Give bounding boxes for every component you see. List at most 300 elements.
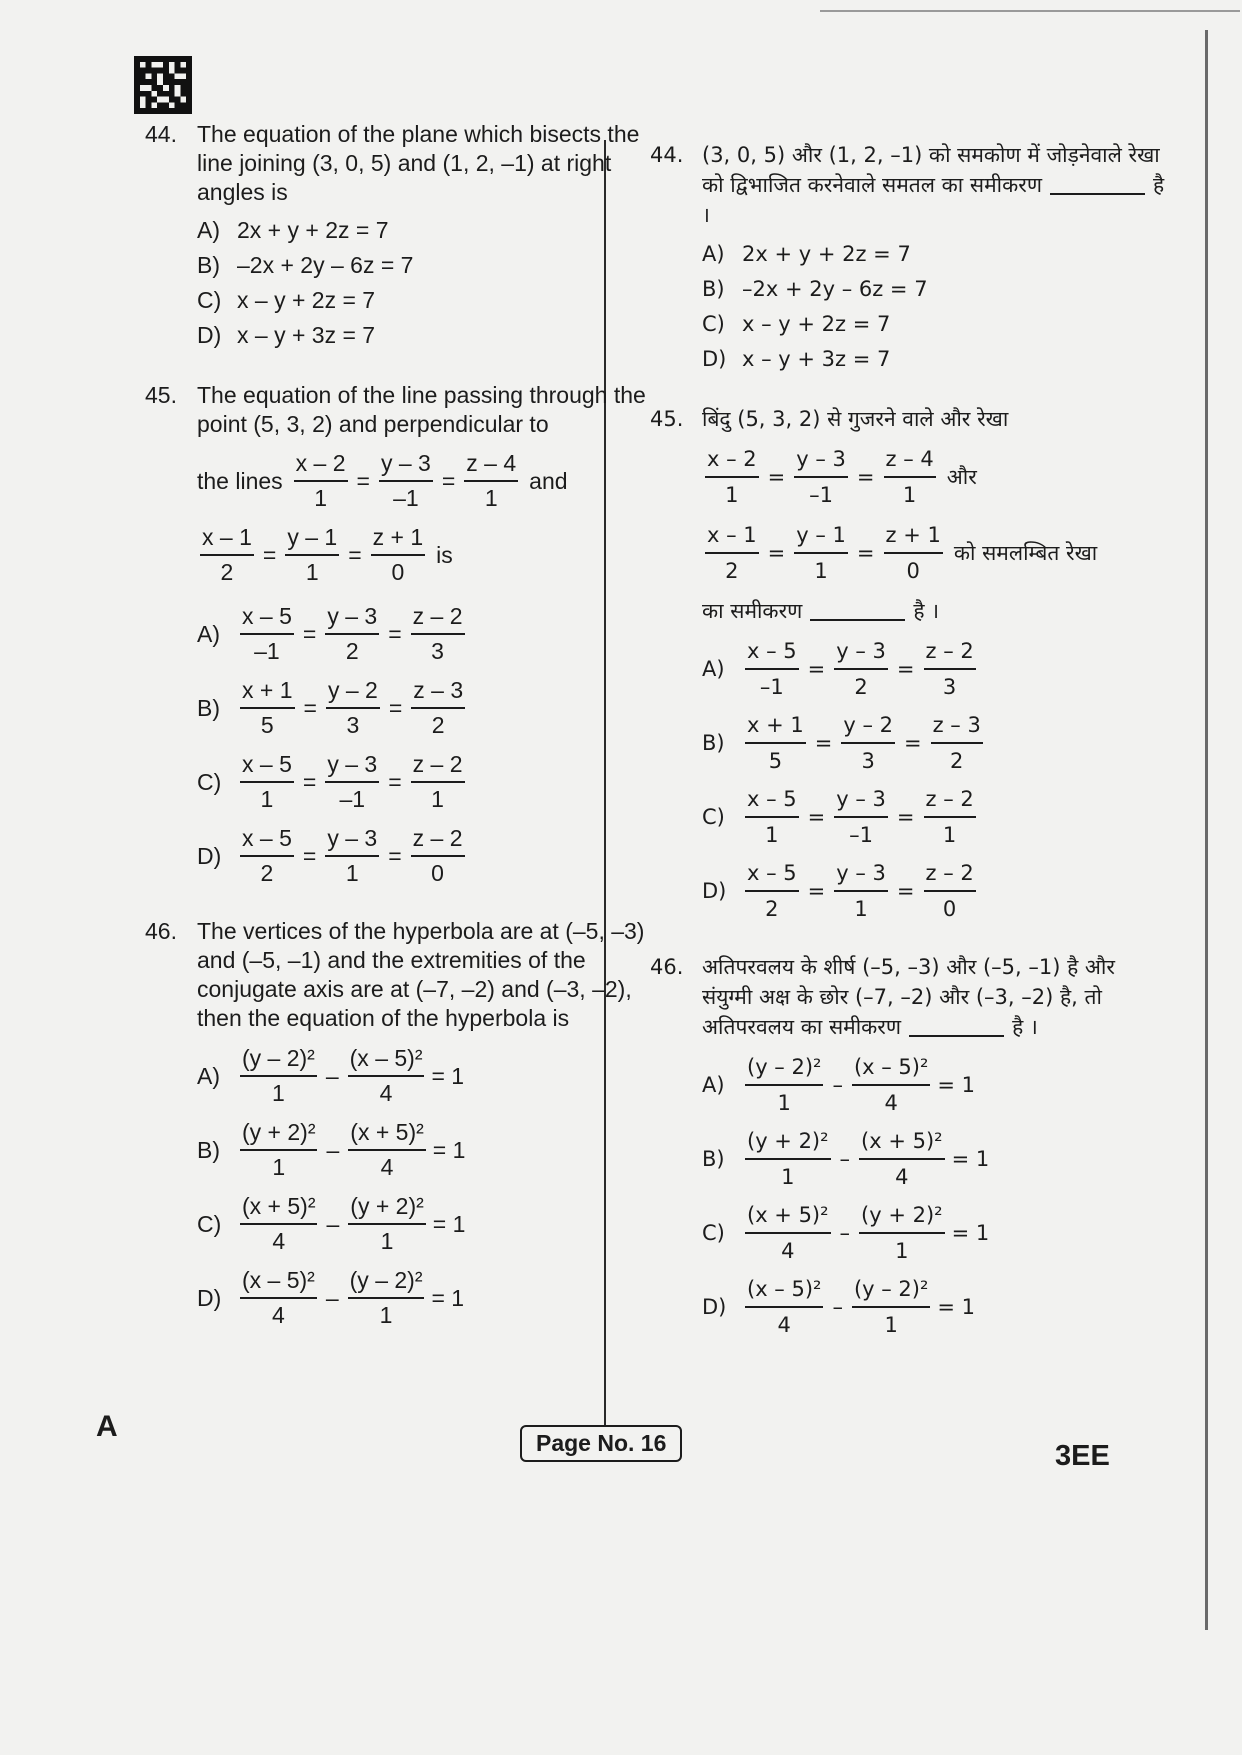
numerator: y – 3: [794, 444, 848, 478]
numerator: z – 2: [924, 784, 976, 818]
denominator: 1: [484, 485, 498, 511]
symmetric-equation: [237, 676, 468, 740]
option-label: A): [197, 217, 220, 243]
minus-sign: –: [325, 1284, 339, 1311]
option-label: D): [197, 1284, 222, 1311]
equals-sign: =: [896, 657, 915, 681]
numerator: y – 3: [834, 858, 888, 892]
conjunction: और: [946, 465, 977, 489]
question-text: बिंदु (5, 3, 2) से गुजरने वाले और रेखा: [702, 407, 1009, 431]
option-label: B): [197, 694, 220, 721]
option-c: [702, 780, 1170, 854]
equals-sign: =: [302, 768, 317, 795]
equals-sign: =: [807, 805, 826, 829]
option-label: D): [702, 879, 727, 903]
options: [702, 632, 1170, 928]
denominator: 1: [314, 485, 327, 511]
fraction: [924, 636, 976, 702]
option-a: [197, 597, 665, 671]
denominator: 1: [305, 559, 319, 585]
fraction: [240, 1044, 317, 1108]
option-text: 2x + y + 2z = 7: [742, 241, 911, 266]
denominator: 2: [854, 675, 868, 699]
numerator: (y + 2)²: [240, 1118, 317, 1151]
numerator: x – 5: [745, 636, 799, 670]
fraction: [884, 520, 943, 586]
denominator: 4: [380, 1154, 394, 1180]
fraction: [411, 824, 465, 888]
question-number: 44.: [650, 143, 684, 167]
denominator: 3: [861, 749, 875, 773]
option-text: x – y + 2z = 7: [237, 287, 376, 313]
numerator: x + 1: [745, 710, 806, 744]
option-label: B): [197, 1136, 220, 1163]
option-label: C): [197, 768, 222, 795]
option-label: A): [702, 241, 725, 266]
english-column: [145, 120, 665, 1335]
minus-sign: –: [832, 1295, 843, 1319]
equals-sign: =: [302, 620, 317, 647]
option-label: A): [197, 620, 220, 647]
equals-sign: =: [807, 879, 826, 903]
question-end: है ।: [1012, 1015, 1038, 1039]
option-a: [702, 632, 1170, 706]
tail-text: का समीकरण: [702, 599, 803, 623]
numerator: (y – 2)²: [745, 1052, 823, 1086]
denominator: 2: [431, 712, 445, 738]
option-text: x – y + 3z = 7: [742, 346, 891, 371]
question-number: 46.: [650, 955, 684, 979]
question-text: The equation of the line passing through the point (5, 3, 2) and perpendicular to: [197, 382, 646, 437]
denominator: –1: [339, 786, 366, 812]
question-text: The equation of the plane which bisects the line joining (3, 0, 5) and (1, 2, –1) at right angles is: [197, 121, 640, 205]
question-text: [702, 140, 1170, 230]
option-c: [702, 1196, 1170, 1270]
question-text: The vertices of the hyperbola are at (–5, –3) and (–5, –1) and the extremities of the conjugate axis are at (–7, –2) and (–3, –2), then the equation of the hyperbola is: [197, 918, 645, 1031]
right-hand-side: = 1: [431, 1062, 465, 1089]
fraction: [325, 824, 379, 888]
question-45: [145, 381, 665, 893]
denominator: 5: [260, 712, 274, 738]
fraction: [794, 520, 848, 586]
question-number: 44.: [145, 121, 177, 147]
numerator: (x – 5)²: [745, 1274, 823, 1308]
question-46: [145, 917, 665, 1335]
denominator: 5: [768, 749, 783, 773]
minus-sign: –: [325, 1062, 339, 1089]
option-c: [197, 1187, 665, 1261]
numerator: (x + 5)²: [348, 1118, 425, 1151]
fraction: [834, 636, 888, 702]
denominator: 1: [854, 897, 868, 921]
perpendicular-phrase: को समलम्बित रेखा: [953, 541, 1098, 565]
given-line-1: [702, 444, 1170, 510]
option-label: B): [702, 731, 725, 755]
fraction: [240, 676, 295, 740]
fraction: [924, 784, 976, 850]
denominator: 3: [346, 712, 360, 738]
numerator: y – 2: [841, 710, 895, 744]
option-d: [197, 1261, 665, 1335]
denominator: 0: [942, 897, 957, 921]
fraction: [240, 1118, 317, 1182]
fraction: [931, 710, 983, 776]
fraction: [200, 523, 254, 587]
denominator: 1: [379, 1302, 393, 1328]
denominator: 2: [765, 897, 779, 921]
equals-sign: =: [767, 541, 786, 565]
equals-sign: =: [303, 694, 317, 721]
question-end: है ।: [702, 173, 1165, 227]
fraction: [411, 750, 465, 814]
question-body: (3, 0, 5) और (1, 2, –1) को समकोण में जोड़नेवाले रेखा को द्विभाजित करनेवाले समतल का समीकरण: [702, 143, 1160, 197]
option-text: –2x + 2y – 6z = 7: [237, 252, 414, 278]
verb-is: is: [436, 541, 453, 568]
equals-sign: =: [348, 541, 362, 568]
numerator: (x – 5)²: [240, 1266, 317, 1299]
question-44: [145, 120, 665, 353]
option-d: [197, 318, 665, 353]
hyperbola-equation: [237, 1118, 465, 1182]
fraction: [705, 444, 759, 510]
option-label: A): [197, 1062, 220, 1089]
fraction: [464, 449, 518, 513]
given-line-1: [197, 449, 665, 513]
symmetric-equation: [742, 858, 979, 924]
question-tail: [702, 596, 1170, 626]
symmetric-equation: [291, 449, 522, 513]
numerator: (y + 2)²: [859, 1200, 945, 1234]
denominator: 1: [380, 1228, 394, 1254]
equals-sign: =: [856, 465, 875, 489]
numerator: (y + 2)²: [348, 1192, 425, 1225]
denominator: 1: [345, 860, 359, 886]
fraction: [859, 1200, 945, 1266]
symmetric-equation: [197, 523, 428, 587]
fraction: [240, 602, 294, 666]
denominator: 4: [777, 1313, 791, 1337]
equals-sign: =: [441, 467, 456, 494]
numerator: x – 2: [705, 444, 759, 478]
hyperbola-equation: [237, 1266, 464, 1330]
denominator: 0: [431, 860, 444, 886]
denominator: 1: [272, 1080, 285, 1106]
fraction: [924, 858, 976, 924]
symmetric-equation: [702, 520, 946, 586]
fraction: [745, 1274, 823, 1340]
numerator: x – 1: [705, 520, 759, 554]
numerator: y – 3: [379, 449, 433, 482]
option-b: [702, 271, 1170, 306]
options: [197, 213, 665, 353]
fraction: [371, 523, 426, 587]
hyperbola-equation: [237, 1192, 465, 1256]
equals-sign: =: [262, 541, 277, 568]
numerator: z – 4: [884, 444, 936, 478]
denominator: 0: [391, 559, 405, 585]
option-label: C): [197, 287, 222, 313]
option-a: [702, 1048, 1170, 1122]
hyperbola-equation: [237, 1044, 464, 1108]
equals-sign: =: [856, 541, 875, 565]
question-text: [702, 952, 1170, 1042]
option-a: [197, 213, 665, 248]
numerator: (x + 5)²: [240, 1192, 317, 1225]
fraction: [285, 523, 339, 587]
option-a: [197, 1039, 665, 1113]
symmetric-equation: [237, 602, 468, 666]
denominator: 4: [272, 1302, 285, 1328]
numerator: (y – 2)²: [852, 1274, 930, 1308]
option-label: A): [702, 1073, 725, 1097]
numerator: z + 1: [371, 523, 426, 556]
numerator: (x + 5)²: [745, 1200, 831, 1234]
numerator: (y + 2)²: [745, 1126, 831, 1160]
denominator: 4: [272, 1228, 286, 1254]
hyperbola-equation: [742, 1200, 989, 1266]
fraction: [834, 858, 888, 924]
symmetric-equation: [237, 824, 468, 888]
denominator: 1: [942, 823, 957, 847]
minus-sign: –: [832, 1073, 843, 1097]
question-number: 45.: [145, 382, 177, 408]
symmetric-equation: [702, 444, 939, 510]
option-d: [197, 819, 665, 893]
given-line-2: [702, 520, 1170, 586]
right-hand-side: = 1: [937, 1073, 976, 1097]
option-label: D): [197, 322, 222, 348]
question-number: 46.: [145, 918, 177, 944]
numerator: x + 1: [240, 676, 295, 709]
denominator: 1: [272, 1154, 286, 1180]
answer-blank: [810, 619, 905, 621]
fraction: [745, 1126, 831, 1192]
denominator: –1: [759, 675, 784, 699]
hyperbola-equation: [742, 1052, 975, 1118]
fraction: [326, 676, 380, 740]
options: [197, 597, 665, 893]
numerator: z + 1: [884, 520, 943, 554]
option-d: [702, 1270, 1170, 1344]
denominator: 1: [765, 823, 779, 847]
equals-sign: =: [814, 731, 833, 755]
denominator: 2: [345, 638, 359, 664]
fraction: [745, 636, 799, 702]
denominator: –1: [393, 485, 419, 511]
option-c: [702, 306, 1170, 341]
option-text: –2x + 2y – 6z = 7: [742, 276, 928, 301]
answer-blank: [909, 1035, 1004, 1037]
denominator: –1: [809, 483, 833, 507]
numerator: x – 2: [294, 449, 348, 482]
fraction: [348, 1118, 425, 1182]
option-text: x – y + 2z = 7: [742, 311, 891, 336]
denominator: 1: [781, 1165, 795, 1189]
symmetric-equation: [742, 710, 986, 776]
denominator: 4: [781, 1239, 795, 1263]
fraction: [348, 1044, 425, 1108]
fraction: [325, 750, 379, 814]
conjunction: and: [529, 467, 568, 494]
option-label: C): [702, 1221, 725, 1245]
hyperbola-equation: [742, 1126, 989, 1192]
fraction: [794, 444, 848, 510]
equals-sign: =: [302, 842, 317, 869]
hindi-column: [650, 140, 1170, 1344]
equals-sign: =: [356, 467, 370, 494]
denominator: 4: [884, 1091, 898, 1115]
right-hand-side: = 1: [951, 1221, 990, 1245]
option-label: C): [702, 805, 725, 829]
option-b: [702, 706, 1170, 780]
numerator: (y – 2)²: [348, 1266, 425, 1299]
lines-prefix: the lines: [197, 467, 283, 494]
option-text: x – y + 3z = 7: [237, 322, 376, 348]
option-d: [702, 854, 1170, 928]
option-label: B): [702, 276, 725, 301]
hyperbola-equation: [742, 1274, 975, 1340]
option-label: A): [702, 657, 725, 681]
option-label: D): [702, 346, 727, 371]
question-number: 45.: [650, 407, 684, 431]
fraction: [841, 710, 895, 776]
numerator: z – 3: [411, 676, 465, 709]
numerator: z – 3: [931, 710, 983, 744]
question-45-hindi: [650, 404, 1170, 928]
denominator: 2: [725, 559, 739, 583]
right-edge-rule: [1205, 30, 1208, 1630]
equals-sign: =: [388, 620, 402, 647]
qr-code-icon: [134, 56, 192, 114]
numerator: z – 2: [924, 636, 976, 670]
numerator: y – 1: [794, 520, 848, 554]
option-b: [197, 1113, 665, 1187]
numerator: x – 5: [745, 858, 799, 892]
numerator: x – 5: [240, 750, 294, 783]
numerator: y – 3: [325, 602, 379, 635]
numerator: z – 4: [464, 449, 518, 482]
numerator: y – 3: [834, 636, 888, 670]
fraction: [745, 1052, 823, 1118]
numerator: z – 2: [411, 602, 465, 635]
fraction: [240, 1192, 317, 1256]
option-c: [197, 283, 665, 318]
symmetric-equation: [742, 784, 979, 850]
denominator: –1: [849, 823, 873, 847]
option-d: [702, 341, 1170, 376]
option-text: 2x + y + 2z = 7: [237, 217, 389, 243]
denominator: 1: [814, 559, 828, 583]
numerator: y – 1: [285, 523, 339, 556]
numerator: (x + 5)²: [859, 1126, 945, 1160]
numerator: z – 2: [411, 824, 465, 857]
option-label: D): [702, 1295, 727, 1319]
fraction: [852, 1274, 930, 1340]
fraction: [240, 750, 294, 814]
fraction: [325, 602, 379, 666]
denominator: 1: [260, 786, 274, 812]
question-end: है ।: [913, 599, 940, 623]
minus-sign: –: [839, 1221, 851, 1245]
equals-sign: =: [388, 842, 402, 869]
minus-sign: –: [326, 1210, 340, 1237]
minus-sign: –: [839, 1147, 851, 1171]
fraction: [745, 710, 806, 776]
denominator: 1: [431, 786, 444, 812]
series-letter: A: [96, 1410, 118, 1443]
denominator: 4: [379, 1080, 393, 1106]
question-body: अतिपरवलय के शीर्ष (–5, –3) और (–5, –1) है और संयुग्मी अक्ष के छोर (–7, –2) और (–3, –2) है, तो अतिपरवलय का समीकरण: [702, 955, 1115, 1039]
numerator: x – 5: [745, 784, 799, 818]
numerator: (x – 5)²: [348, 1044, 425, 1077]
numerator: y – 3: [834, 784, 888, 818]
denominator: 2: [220, 559, 234, 585]
symmetric-equation: [742, 636, 979, 702]
denominator: 3: [942, 675, 957, 699]
numerator: y – 3: [325, 750, 379, 783]
fraction: [745, 858, 799, 924]
fraction: [705, 520, 759, 586]
option-b: [197, 671, 665, 745]
option-label: B): [702, 1147, 725, 1171]
equals-sign: =: [388, 694, 403, 721]
right-hand-side: = 1: [432, 1210, 466, 1237]
option-b: [702, 1122, 1170, 1196]
numerator: y – 2: [326, 676, 380, 709]
numerator: z – 2: [411, 750, 465, 783]
paper-code: 3EE: [1055, 1440, 1110, 1472]
given-line-2: [197, 523, 665, 587]
denominator: 1: [895, 1239, 909, 1263]
denominator: 3: [431, 638, 444, 664]
denominator: 1: [902, 483, 917, 507]
answer-blank: [1050, 193, 1145, 195]
page-number-box: Page No. 16: [520, 1425, 682, 1462]
right-hand-side: = 1: [431, 1284, 465, 1311]
denominator: 1: [884, 1313, 898, 1337]
option-label: D): [197, 842, 222, 869]
denominator: 4: [895, 1165, 909, 1189]
fraction: [379, 449, 433, 513]
fraction: [411, 602, 465, 666]
equals-sign: =: [904, 731, 922, 755]
equals-sign: =: [767, 465, 786, 489]
right-hand-side: = 1: [432, 1136, 466, 1163]
right-hand-side: = 1: [951, 1147, 990, 1171]
fraction: [348, 1266, 425, 1330]
fraction: [859, 1126, 945, 1192]
option-label: B): [197, 252, 220, 278]
fraction: [348, 1192, 425, 1256]
option-a: [702, 236, 1170, 271]
equals-sign: =: [896, 879, 915, 903]
options: [702, 236, 1170, 376]
option-b: [197, 248, 665, 283]
fraction: [745, 784, 799, 850]
fraction: [745, 1200, 831, 1266]
top-edge-rule: [820, 10, 1240, 12]
numerator: z – 2: [924, 858, 976, 892]
symmetric-equation: [237, 750, 468, 814]
denominator: 1: [777, 1091, 791, 1115]
minus-sign: –: [326, 1136, 340, 1163]
denominator: 1: [725, 483, 739, 507]
numerator: (y – 2)²: [240, 1044, 317, 1077]
options: [197, 1039, 665, 1335]
equals-sign: =: [807, 657, 826, 681]
equals-sign: =: [896, 805, 915, 829]
denominator: 2: [950, 749, 964, 773]
